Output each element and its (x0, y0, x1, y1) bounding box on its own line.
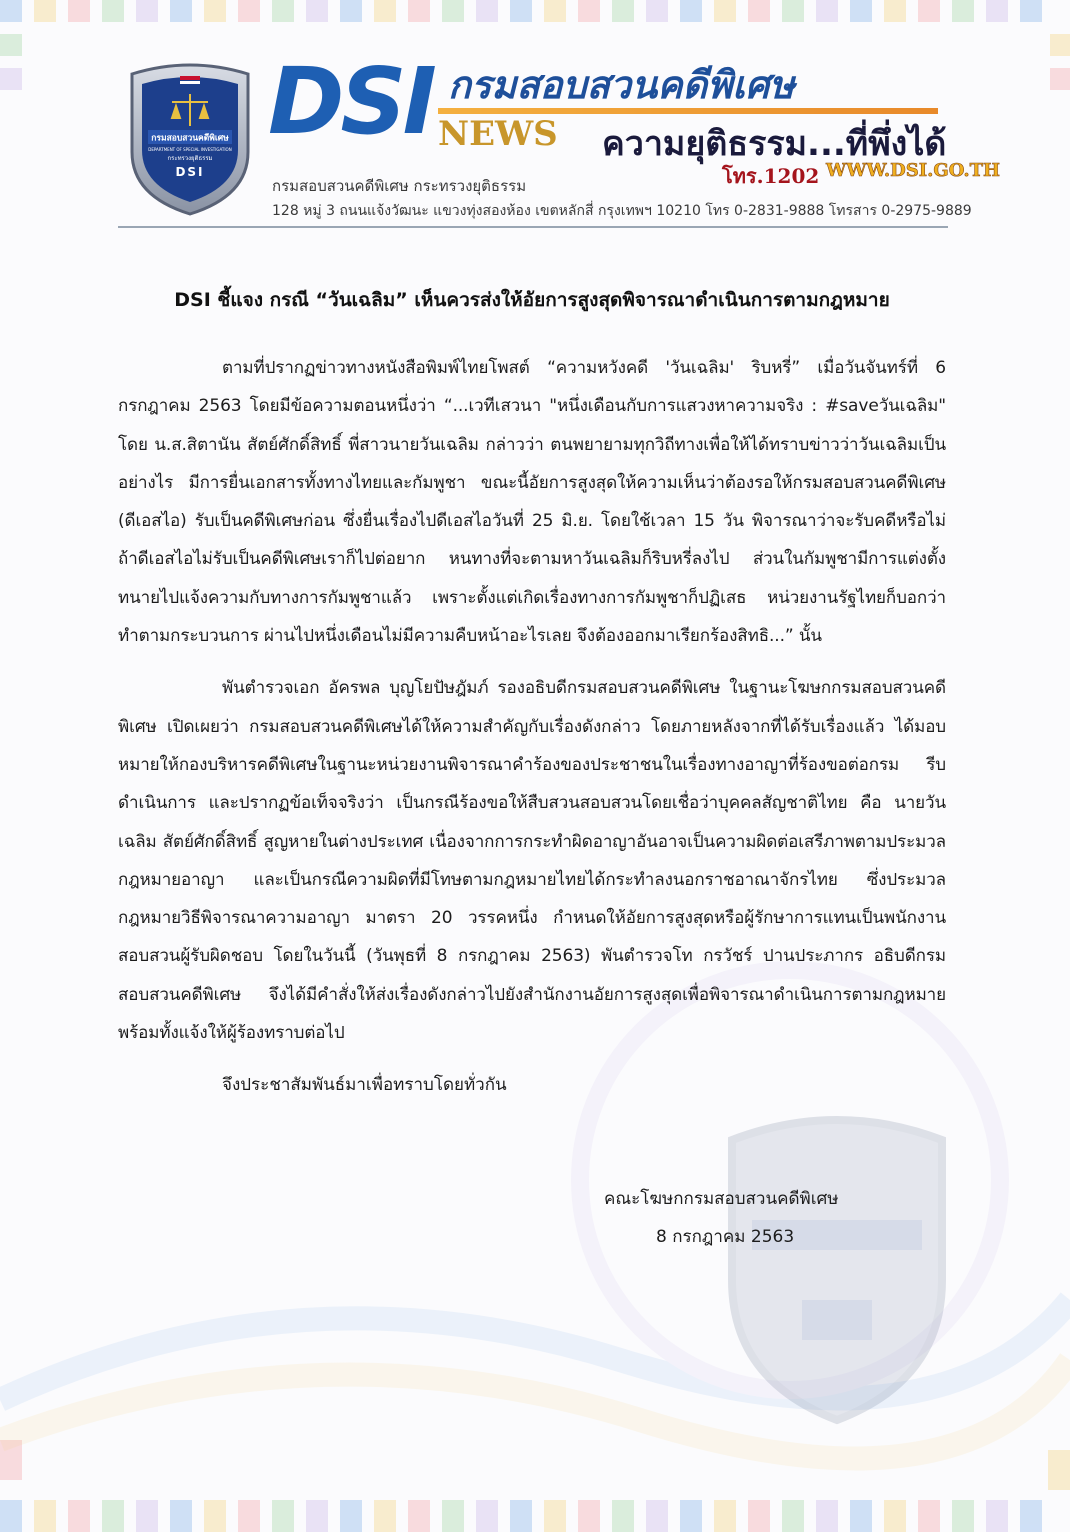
closing-line: จึงประชาสัมพันธ์มาเพื่อทราบโดยทั่วกัน (222, 1075, 507, 1096)
hotline-number: โทร.1202 (722, 164, 820, 188)
news-label: NEWS (438, 114, 558, 154)
paragraph-news-quote: ตามที่ปรากฏข่าวทางหนังสือพิมพ์ไทยโพสต์ “ความหวังคดี 'วันเฉลิม' ริบหรี่” เมื่อวันจันทร์ที่ 6 กรกฎาคม 2563 โดยมีข้อความตอนหนึ่งว่า “...เวทีเสวนา "หนึ่งเดือนกับการแสวงหาความจริง : #saveวันเฉลิม" โดย น.ส.สิตานัน สัตย์ศักดิ์สิทธิ์ พี่สาวนายวันเฉลิม กล่าวว่า ตนพยายามทุกวิถีทางเพื่อให้ได้ทราบข่าวว่าวันเฉลิมเป็นอย่างไร มีการยื่นเอกสารทั้งทางไทยและกัมพูชา ขณะนี้อัยการสูงสุดให้ความเห็นว่าต้องรอให้กรมสอบสวนคดีพิเศษ (ดีเอสไอ) รับเป็นคดีพิเศษก่อน ซึ่งยื่นเรื่องไปดีเอสไอวันที่ 25 มิ.ย. โดยใช้เวลา 15 วัน พิจารณาว่าจะรับคดีหรือไม่ ถ้าดีเอสไอไม่รับเป็นคดีพิเศษเราก็ไปต่อยาก หนทางที่จะตามหาวันเฉลิมก็ริบหรี่ลงไป ส่วนในกัมพูชามีการแต่งตั้งทนายไปแจ้งความกับทางการกัมพูชาแล้ว เพราะตั้งแต่เกิดเรื่องทางการกัมพูชาก็ปฏิเสธ หน่วยงานรัฐไทยก็บอกว่าทำตามกระบวนการ ผ่านไปหนึ่งเดือนไม่มีความคืบหน้าอะไรเลย จึงต้องออกมาเรียกร้องสิทธิ...” นั้น (118, 358, 946, 647)
signature-block (604, 1180, 839, 1256)
paragraph-dsi-statement: พันตำรวจเอก อัครพล บุญโยปัษฎัมภ์ รองอธิบดีกรมสอบสวนคดีพิเศษ ในฐานะโฆษกกรมสอบสวนคดีพิเศษ เปิดเผยว่า กรมสอบสวนคดีพิเศษได้ให้ความสำคัญกับเรื่องดังกล่าว โดยภายหลังจากที่ได้รับเรื่องแล้ว ได้มอบหมายให้กองบริหารคดีพิเศษในฐานะหน่วยงานพิจารณาคำร้องของประชาชนในเรื่องทางอาญาที่ร้องขอต่อกรม รีบดำเนินการ และปรากฏข้อเท็จจริงว่า เป็นกรณีร้องขอให้สืบสวนสอบสวนโดยเชื่อว่าบุคคลสัญชาติไทย คือ นายวันเฉลิม สัตย์ศักดิ์สิทธิ์ สูญหายในต่างประเทศ เนื่องจากการกระทำผิดอาญาอันอาจเป็นความผิดต่อเสรีภาพตามประมวลกฎหมายอาญา และเป็นกรณีความผิดที่มีโทษตามกฎหมายไทยได้กระทำลงนอกราชอาณาจักรไทย ซึ่งประมวลกฎหมายวิธีพิจารณาความอาญา มาตรา 20 วรรคหนึ่ง กำหนดให้อัยการสูงสุดหรือผู้รักษาการแทนเป็นพนักงานสอบสวนผู้รับผิดชอบ โดยในวันนี้ (วันพุธที่ 8 กรกฎาคม 2563) พันตำรวจโท กรวัชร์ ปานประภากร อธิบดีกรมสอบสวนคดีพิเศษ จึงได้มีคำสั่งให้ส่งเรื่องดังกล่าวไปยังสำนักงานอัยการสูงสุดเพื่อพิจารณาดำเนินการตามกฎหมาย พร้อมทั้งแจ้งให้ผู้ร้องทราบต่อไป (118, 678, 946, 1044)
shield-english-text: DEPARTMENT OF SPECIAL INVESTIGATION (148, 147, 232, 152)
press-release-body (118, 285, 946, 1104)
watermark-shield-icon (712, 1100, 962, 1430)
slogan: ความยุติธรรม...ที่พึ่งได้ (602, 124, 947, 164)
ministry-line: กรมสอบสวนคดีพิเศษ กระทรวงยุติธรรม (272, 177, 527, 195)
dsi-wordmark: DSI (268, 48, 433, 155)
shield-ministry-text: กระทรวงยุติธรรม (167, 155, 213, 162)
address-line: 128 หมู่ 3 ถนนแจ้งวัฒนะ แขวงทุ่งสองห้อง เขตหลักสี่ กรุงเทพฯ 10210 โทร 0-2831-9888 โทรสาร 0-2975-9889 (272, 203, 972, 219)
dsi-shield-logo-icon (126, 56, 254, 216)
header-divider (118, 226, 948, 228)
letterhead (118, 48, 1001, 230)
org-name: กรมสอบสวนคดีพิเศษ (448, 63, 795, 107)
shield-title-text: กรมสอบสวนคดีพิเศษ (151, 133, 229, 144)
signature-date: 8 กรกฎาคม 2563 (656, 1227, 795, 1247)
shield-dsi-text: DSI (175, 165, 205, 179)
signature-org: คณะโฆษกกรมสอบสวนคดีพิเศษ (604, 1189, 839, 1209)
website-link[interactable]: WWW.DSI.GO.TH (826, 160, 1001, 181)
press-release-title: DSI ชี้แจง กรณี “วันเฉลิม” เห็นควรส่งให้อัยการสูงสุดพิจารณาดำเนินการตามกฎหมาย (174, 289, 890, 311)
